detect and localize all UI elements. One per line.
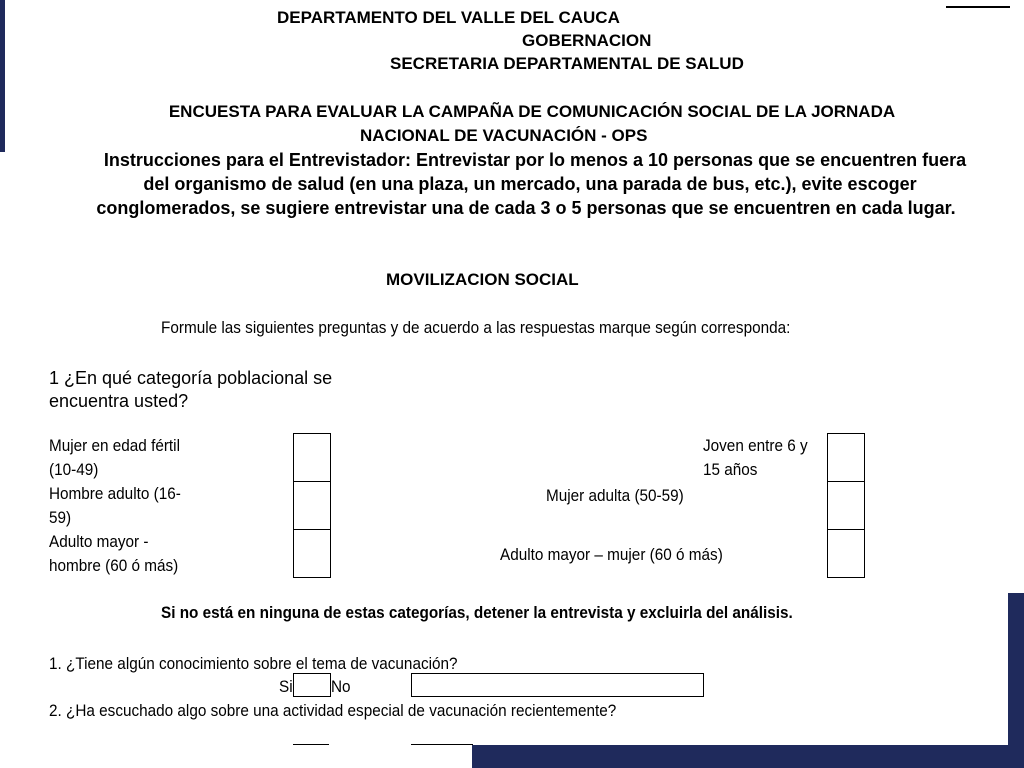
checkbox-mujer-fertil[interactable] — [293, 433, 331, 482]
bottom-rule-right — [411, 744, 473, 745]
option-mujer-fertil: Mujer en edad fértil (10-49) — [49, 436, 180, 479]
header-secretaria: SECRETARIA DEPARTAMENTAL DE SALUD — [390, 54, 744, 73]
option-adulto-mayor-hombre: Adulto mayor - hombre (60 ó más) — [49, 532, 179, 575]
section-title: MOVILIZACION SOCIAL — [386, 270, 579, 289]
instructions-line2: del organismo de salud (en una plaza, un mercado, una parada de bus, etc.), evite escoger — [143, 174, 917, 194]
header-department: DEPARTAMENTO DEL VALLE DEL CAUCA — [277, 8, 620, 27]
option-mujer-adulta: Mujer adulta (50-59) — [546, 486, 684, 505]
header-gobernacion: GOBERNACION — [522, 31, 652, 50]
bottom-accent-bar — [472, 745, 1024, 768]
answer-field[interactable] — [411, 673, 704, 697]
q1-text-line2: encuentra usted? — [49, 391, 189, 411]
section-prompt: Formule las siguientes preguntas y de acuerdo a las respuestas marque según corresponda: — [161, 318, 791, 337]
bottom-rule-left — [293, 744, 329, 745]
checkbox-mujer-adulta[interactable] — [827, 481, 865, 530]
exclusion-note: Si no está en ninguna de estas categorías, detener la entrevista y excluirla del análisis. — [161, 603, 793, 622]
left-accent-bar — [0, 0, 5, 152]
instructions-line1: Instrucciones para el Entrevistador: Entrevistar por lo menos a 10 personas que se encuentren fuera — [103, 150, 967, 170]
no-label: No — [331, 677, 351, 696]
checkbox-hombre-adulto[interactable] — [293, 481, 331, 530]
survey-title-line2: NACIONAL DE VACUNACIÓN - OPS — [360, 126, 648, 145]
q1-text-line1: 1 ¿En qué categoría poblacional se — [49, 368, 333, 388]
option-joven: Joven entre 6 y 15 años — [703, 436, 808, 479]
instructions-line3: conglomerados, se sugiere entrevistar una de cada 3 o 5 personas que se encuentren en cada lugar. — [96, 198, 956, 218]
checkbox-joven[interactable] — [827, 433, 865, 482]
right-accent-bar — [1008, 593, 1024, 768]
yes-label: Si — [279, 677, 293, 696]
top-right-rule — [946, 6, 1010, 8]
survey-title-line1: ENCUESTA PARA EVALUAR LA CAMPAÑA DE COMUNICACIÓN SOCIAL DE LA JORNADA — [168, 102, 896, 121]
option-hombre-adulto: Hombre adulto (16- 59) — [49, 484, 181, 527]
checkbox-yes[interactable] — [293, 673, 331, 697]
question-recent-activity: 2. ¿Ha escuchado algo sobre una actividad especial de vacunación recientemente? — [49, 701, 617, 720]
checkbox-adulto-mayor-hombre[interactable] — [293, 529, 331, 578]
option-adulto-mayor-mujer: Adulto mayor – mujer (60 ó más) — [500, 545, 723, 564]
checkbox-adulto-mayor-mujer[interactable] — [827, 529, 865, 578]
question-knowledge: 1. ¿Tiene algún conocimiento sobre el tema de vacunación? — [49, 654, 458, 673]
